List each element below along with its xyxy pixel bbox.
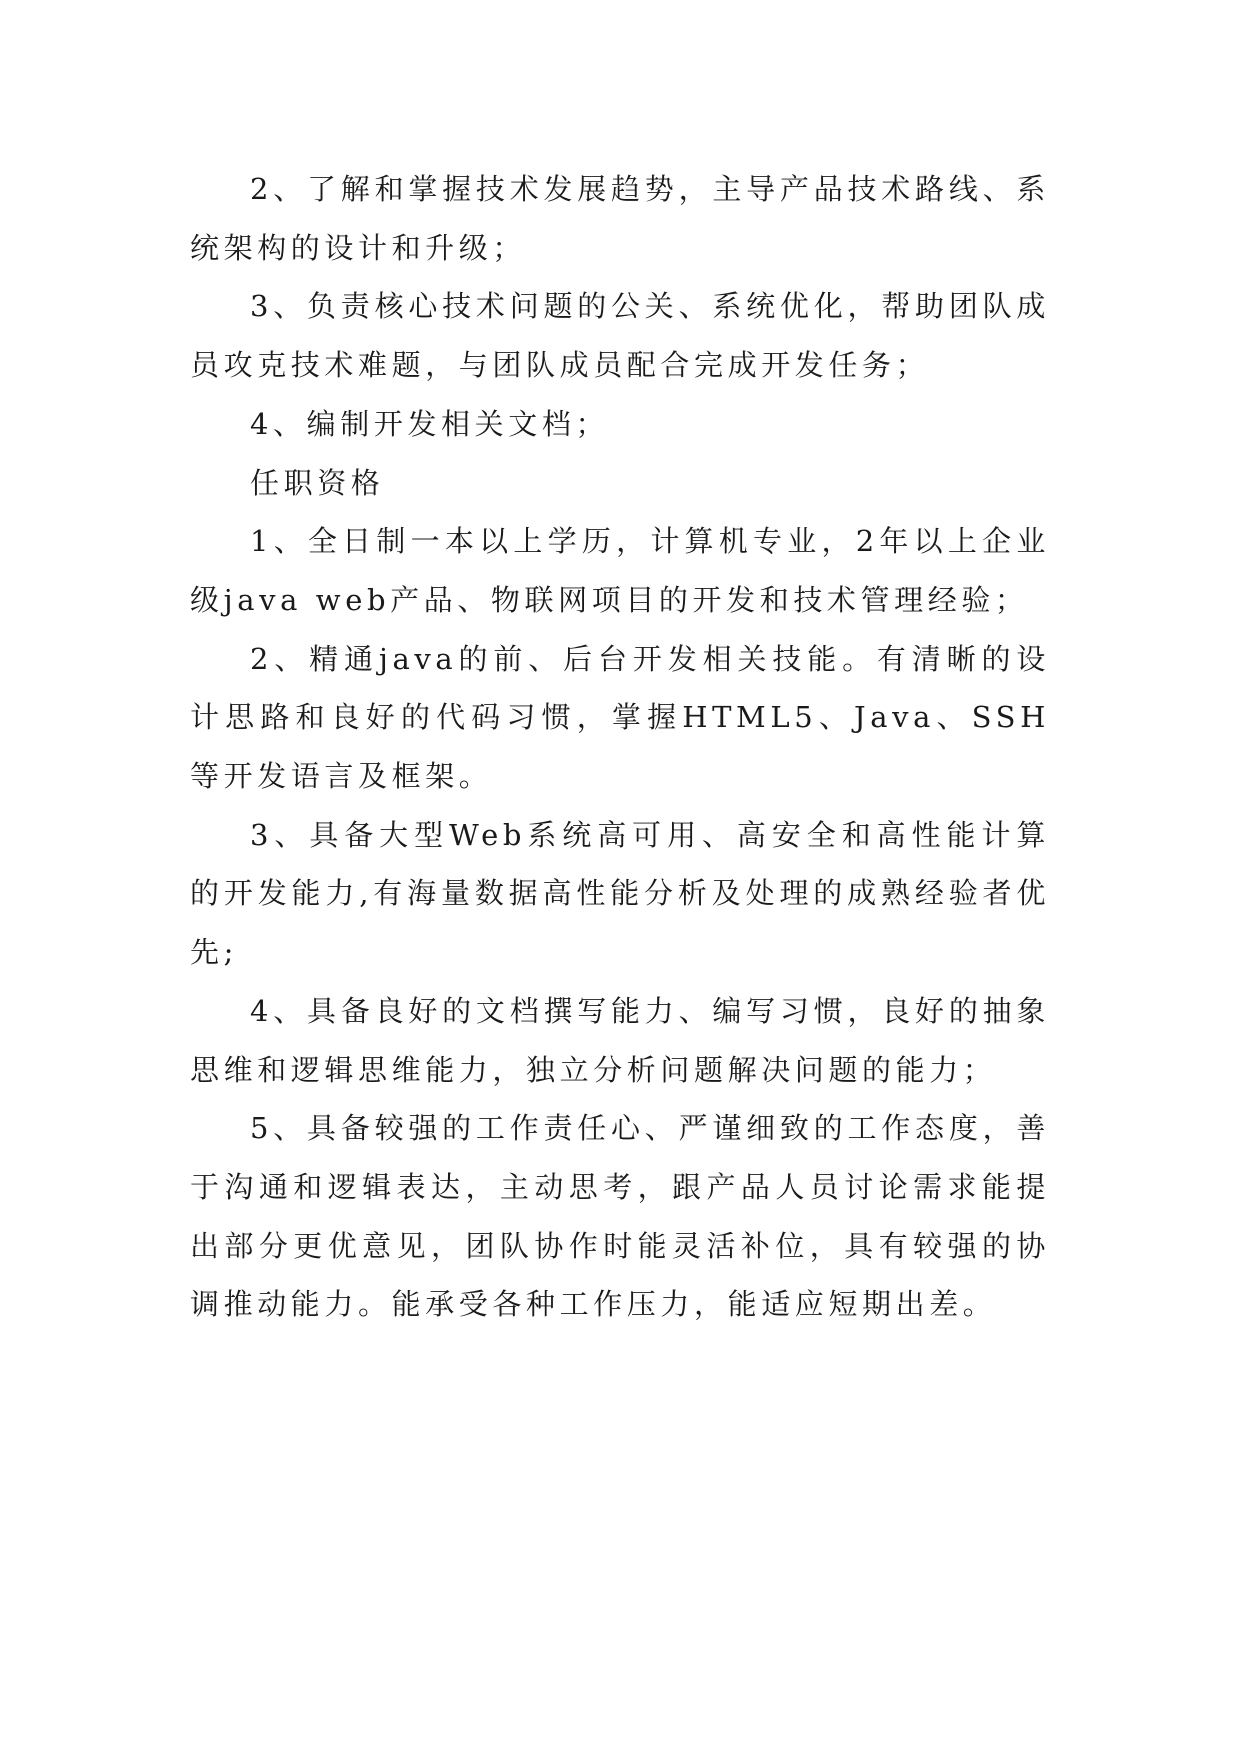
qualification-item-4: 4、具备良好的文档撰写能力、编写习惯，良好的抽象思维和逻辑思维能力，独立分析问题解决问题的能力； xyxy=(190,993,1050,1087)
qualification-item-3: 3、具备大型Web系统高可用、高安全和高性能计算的开发能力,有海量数据高性能分析及处理的成熟经验者优先; xyxy=(190,817,1050,970)
qualification-item-1: 1、全日制一本以上学历，计算机专业，2年以上企业级java web产品、物联网项目的开发和技术管理经验； xyxy=(190,524,1050,617)
section-heading-qualifications: 任职资格 xyxy=(250,465,385,500)
duty-item-3: 3、负责核心技术问题的公关、系统优化，帮助团队成员攻克技术难题，与团队成员配合完成开发任务； xyxy=(190,289,1050,383)
duty-item-4: 4、编制开发相关文档； xyxy=(250,406,610,441)
document-body xyxy=(190,160,1050,1334)
duty-item-2: 2、了解和掌握技术发展趋势，主导产品技术路线、系统架构的设计和升级； xyxy=(190,172,1050,265)
qualification-item-2: 2、精通java的前、后台开发相关技能。有清晰的设计思路和良好的代码习惯，掌握HTML5、Java、SSH等开发语言及框架。 xyxy=(190,641,1050,794)
qualification-item-5: 5、具备较强的工作责任心、严谨细致的工作态度，善于沟通和逻辑表达，主动思考，跟产品人员讨论需求能提出部分更优意见，团队协作时能灵活补位，具有较强的协调推动能力。能承受各种工作压力，能适应短期出差。 xyxy=(190,1111,1050,1322)
